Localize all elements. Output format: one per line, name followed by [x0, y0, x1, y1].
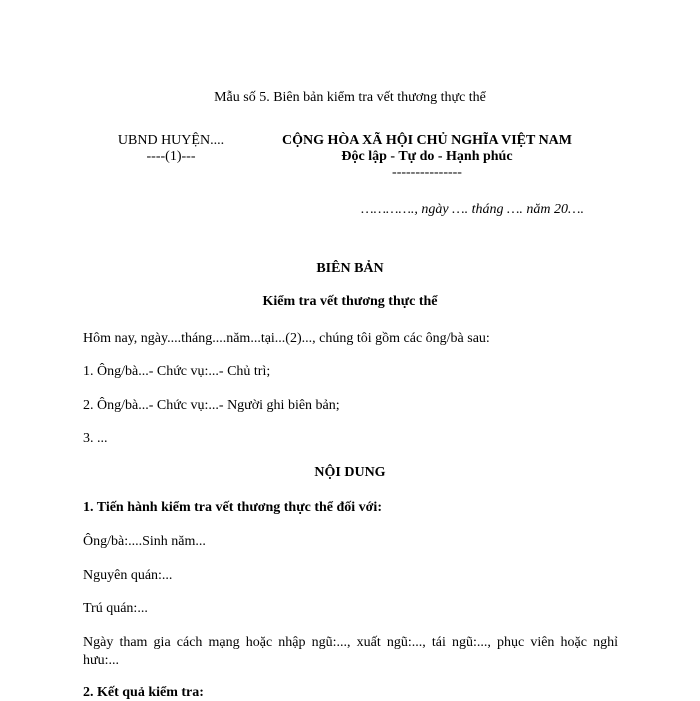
field-service-dates: Ngày tham gia cách mạng hoặc nhập ngũ:..., xuất ngũ:..., tái ngũ:..., phục viên hoặc nghỉ hưu:...: [83, 635, 618, 668]
motto-underline: ---------------: [392, 165, 462, 180]
national-motto: Độc lập - Tự do - Hạnh phúc: [341, 149, 513, 164]
content-heading: NỘI DUNG: [314, 465, 386, 480]
section1-heading: 1. Tiến hành kiểm tra vết thương thực thể đối với:: [83, 500, 382, 515]
document-title: BIÊN BẢN: [316, 261, 384, 276]
member-item-1: 1. Ông/bà...- Chức vụ:...- Chủ trì;: [83, 364, 271, 379]
field-name-birth-year: Ông/bà:....Sinh năm...: [83, 534, 206, 549]
country-name: CỘNG HÒA XÃ HỘI CHỦ NGHĨA VIỆT NAM: [281, 133, 572, 148]
issuing-authority-name: UBND HUYỆN....: [117, 133, 225, 148]
field-residence: Trú quán:...: [83, 601, 148, 616]
intro-paragraph: Hôm nay, ngày....tháng....năm...tại...(2)..., chúng tôi gồm các ông/bà sau:: [83, 331, 490, 346]
national-motto-block: [262, 133, 592, 181]
place-date-line: …………., ngày …. tháng …. năm 20….: [361, 202, 584, 217]
issuing-authority-code: ----(1)---: [146, 149, 196, 164]
field-hometown: Nguyên quán:...: [83, 568, 173, 583]
section2-heading: 2. Kết quả kiểm tra:: [83, 685, 204, 700]
member-item-2: 2. Ông/bà...- Chức vụ:...- Người ghi biên bản;: [83, 398, 340, 413]
issuing-authority-block: [100, 133, 242, 165]
form-caption: Mẫu số 5. Biên bản kiểm tra vết thương thực thể: [214, 90, 486, 105]
document-subtitle: Kiểm tra vết thương thực thể: [262, 294, 438, 309]
member-item-3: 3. ...: [83, 431, 108, 446]
